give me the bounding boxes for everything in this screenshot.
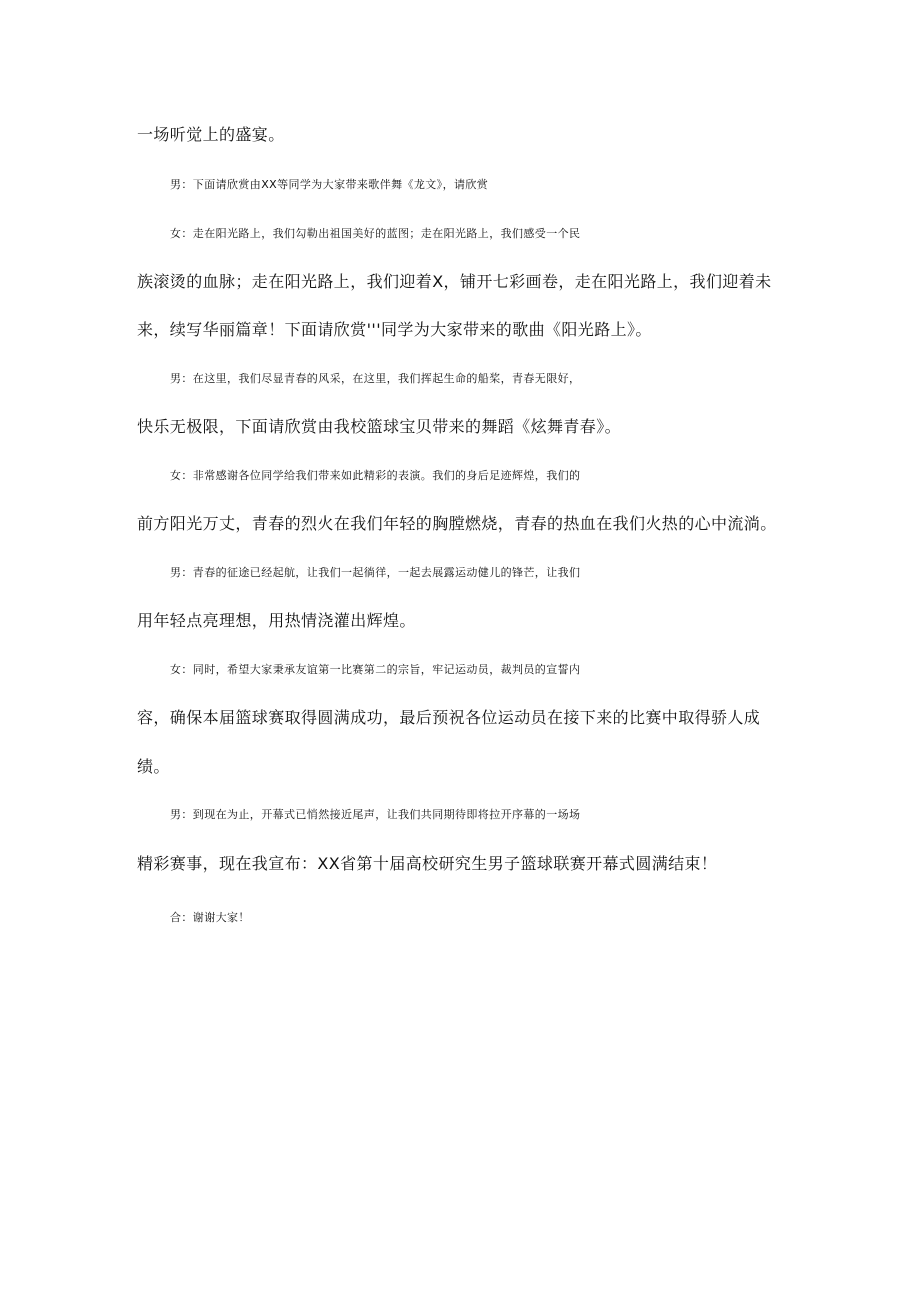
text-line: 容，确保本届篮球赛取得圆满成功，最后预祝各位运动员在接下来的比赛中取得骄人成 — [137, 708, 761, 727]
text-line: 男：在这里，我们尽显青春的风采，在这里，我们挥起生命的船桨，青春无限好， — [170, 372, 581, 385]
text-line: 精彩赛事，现在我宣布：XX省第十届高校研究生男子篮球联赛开幕式圆满结束！ — [137, 854, 718, 873]
text-line: 快乐无极限，下面请欣赏由我校篮球宝贝带来的舞蹈《炫舞青春》。 — [137, 417, 622, 436]
text-line: 一场听觉上的盛宴。 — [137, 125, 285, 144]
text-line: 女：走在阳光路上，我们勾勒出祖国美好的蓝图；走在阳光路上，我们感受一个民 — [170, 227, 581, 240]
text-line: 男：青春的征途已经起航，让我们一起徜徉，一起去展露运动健儿的锋芒，让我们 — [170, 566, 581, 579]
text-line: 合：谢谢大家！ — [170, 911, 250, 924]
text-line: 绩。 — [137, 757, 170, 776]
text-line: 女：同时，希望大家秉承友谊第一比赛第二的宗旨，牢记运动员，裁判员的宣誓内 — [170, 663, 581, 676]
text-line: 女：非常感谢各位同学给我们带来如此精彩的表演。我们的身后足迹辉煌，我们的 — [170, 469, 581, 482]
text-line: 男：下面请欣赏由XX等同学为大家带来歌伴舞《龙文》，请欣赏 — [170, 178, 489, 191]
text-line: 前方阳光万丈，青春的烈火在我们年轻的胸膛燃烧，青春的热血在我们火热的心中流淌。 — [137, 514, 777, 533]
text-line: 用年轻点亮理想，用热情浇灌出辉煌。 — [137, 611, 416, 630]
text-line: 来，续写华丽篇章！下面请欣赏'''同学为大家带来的歌曲《阳光路上》。 — [137, 320, 652, 339]
text-line: 族滚烫的血脉；走在阳光路上，我们迎着X，铺开七彩画卷，走在阳光路上，我们迎着未 — [137, 272, 772, 291]
text-line: 男：到现在为止，开幕式已悄然接近尾声，让我们共同期待即将拉开序幕的一场场 — [170, 808, 581, 821]
